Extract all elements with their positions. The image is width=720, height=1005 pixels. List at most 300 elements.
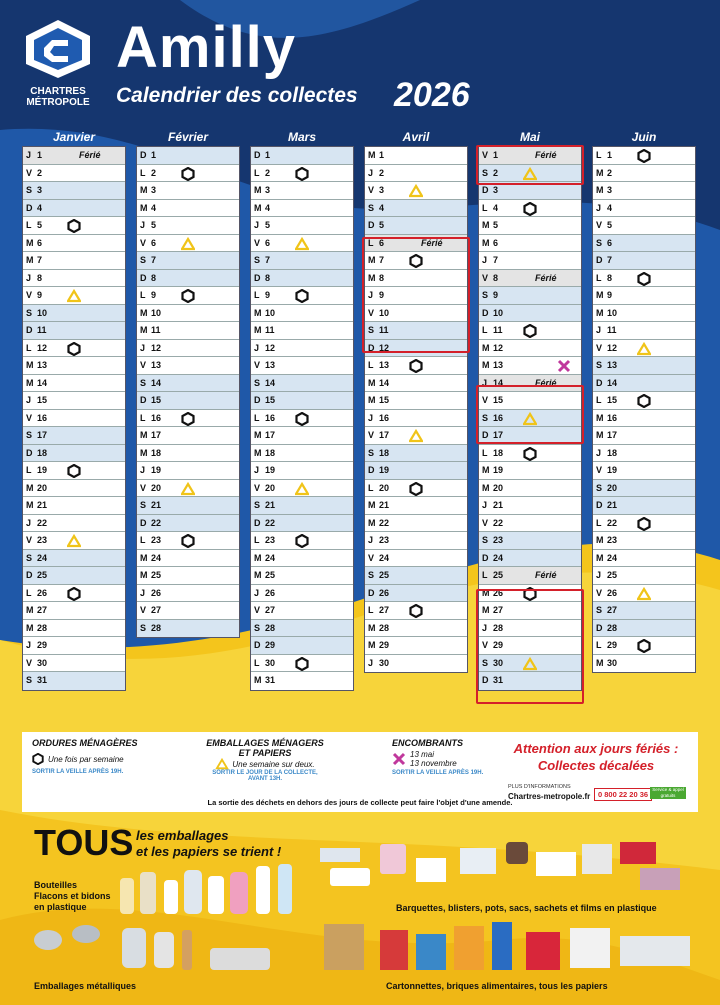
day-letter: D [368, 465, 375, 475]
day-row [365, 217, 467, 235]
plastic-bottles-illustration [110, 858, 310, 918]
day-number: 11 [379, 325, 389, 335]
day-letter: V [596, 587, 603, 598]
day-label [596, 252, 612, 270]
day-number: 5 [265, 220, 271, 230]
day-label [140, 567, 161, 585]
triangle-icon [409, 429, 423, 443]
day-row [593, 217, 695, 235]
day-row [23, 252, 125, 270]
triangle-icon [295, 237, 309, 251]
day-label [368, 480, 389, 498]
day-label [368, 637, 389, 655]
day-number: 18 [607, 447, 618, 458]
day-number: 5 [37, 220, 43, 230]
day-label [368, 567, 389, 585]
day-letter: M [26, 377, 34, 388]
day-letter: M [368, 622, 376, 633]
day-letter: V [254, 605, 261, 615]
day-row [365, 532, 467, 550]
day-label [254, 410, 275, 428]
day-row [251, 602, 353, 620]
day-letter: S [140, 377, 147, 388]
day-number: 30 [265, 657, 276, 668]
day-row [593, 357, 695, 375]
day-label [482, 305, 503, 323]
day-row [251, 147, 353, 165]
day-letter: J [482, 500, 488, 510]
day-letter: D [482, 185, 489, 195]
day-number: 1 [607, 150, 613, 160]
day-number: 7 [607, 255, 613, 265]
hexagon-icon [637, 272, 651, 286]
day-row [137, 497, 239, 515]
day-letter: J [140, 342, 146, 353]
day-number: 24 [607, 552, 618, 563]
day-row [137, 550, 239, 568]
day-row [23, 217, 125, 235]
day-letter: D [26, 325, 33, 335]
day-number: 5 [379, 220, 385, 230]
day-row [365, 620, 467, 638]
day-label [482, 480, 503, 498]
day-number: 26 [379, 587, 390, 598]
day-number: 9 [493, 290, 499, 300]
day-label [596, 147, 612, 165]
day-row [593, 445, 695, 463]
day-number: 12 [379, 342, 390, 353]
day-number: 20 [493, 482, 504, 493]
day-number: 3 [265, 185, 271, 195]
month-name: Mars [287, 130, 316, 144]
day-letter: M [482, 237, 490, 248]
day-row [251, 497, 353, 515]
tous-subheading [136, 828, 281, 860]
day-label [368, 375, 389, 393]
day-row [365, 637, 467, 655]
day-label [596, 217, 612, 235]
day-label [140, 287, 156, 305]
day-label [26, 620, 47, 638]
day-label [368, 427, 389, 445]
day-letter: S [26, 430, 33, 440]
day-number: 6 [493, 237, 499, 248]
day-letter: M [482, 605, 490, 615]
day-label [368, 410, 389, 428]
day-row [365, 357, 467, 375]
day-number: 10 [607, 307, 618, 318]
day-row [23, 637, 125, 655]
legend-emballages-timing-1: SORTIR LE JOUR DE LA COLLECTE, [212, 770, 318, 776]
day-letter: V [140, 482, 147, 493]
day-number: 16 [379, 412, 390, 423]
day-letter: M [368, 377, 376, 388]
day-letter: S [254, 500, 261, 510]
day-label [26, 550, 47, 568]
day-letter: S [596, 482, 603, 493]
day-number: 27 [151, 605, 162, 615]
day-letter: D [140, 395, 147, 405]
day-number: 3 [151, 185, 157, 195]
day-row [479, 270, 581, 288]
day-row [251, 550, 353, 568]
day-number: 27 [379, 605, 390, 615]
day-letter: J [254, 465, 260, 475]
day-number: 12 [493, 342, 504, 353]
day-letter: S [140, 255, 147, 265]
day-number: 13 [607, 360, 618, 370]
day-row [479, 480, 581, 498]
legend-encombrants-title: ENCOMBRANTS [392, 738, 463, 748]
day-letter: D [368, 220, 375, 230]
day-letter: V [26, 657, 33, 668]
hexagon-icon [523, 447, 537, 461]
day-letter: S [368, 202, 375, 213]
day-label [26, 532, 47, 550]
caption-barquettes: Barquettes, blisters, pots, sacs, sachets et films en plastique [396, 903, 657, 913]
day-letter: M [140, 307, 148, 318]
day-list [364, 146, 468, 673]
day-label [596, 375, 617, 393]
day-letter: M [140, 570, 148, 580]
day-number: 24 [379, 552, 390, 563]
legend-ordures-title: ORDURES MÉNAGÈRES [32, 738, 138, 748]
day-number: 22 [493, 517, 504, 528]
day-label [482, 340, 503, 358]
day-number: 8 [37, 272, 43, 283]
website-link[interactable]: Chartres-metropole.fr [508, 792, 591, 801]
day-row [479, 252, 581, 270]
day-number: 6 [379, 237, 385, 248]
day-number: 6 [607, 237, 613, 248]
day-row [137, 357, 239, 375]
page-title: Amilly [116, 15, 297, 80]
day-row [479, 357, 581, 375]
day-number: 19 [151, 465, 162, 475]
day-label [254, 602, 275, 620]
day-letter: S [482, 657, 489, 668]
day-row [251, 637, 353, 655]
day-label [368, 550, 389, 568]
day-number: 7 [265, 255, 271, 265]
day-label [140, 340, 161, 358]
day-label [140, 270, 156, 288]
triangle-icon [181, 482, 195, 496]
day-number: 31 [493, 675, 504, 685]
day-row [593, 165, 695, 183]
day-letter: M [596, 535, 604, 545]
day-label [26, 567, 47, 585]
day-number: 18 [379, 447, 390, 458]
day-number: 29 [37, 640, 48, 650]
day-label [254, 287, 270, 305]
day-number: 17 [151, 430, 162, 440]
day-letter: J [368, 290, 374, 300]
day-number: 25 [379, 570, 390, 580]
day-label [254, 200, 270, 218]
day-number: 25 [37, 570, 48, 580]
day-number: 10 [493, 307, 504, 318]
day-row [365, 410, 467, 428]
day-number: 19 [379, 465, 390, 475]
cross-icon [557, 359, 571, 373]
day-label [596, 182, 612, 200]
day-label [482, 567, 503, 585]
day-letter: V [482, 640, 489, 650]
day-letter: J [140, 587, 146, 598]
day-number: 13 [265, 360, 276, 370]
day-label [596, 270, 612, 288]
day-number: 8 [265, 272, 271, 283]
day-number: 23 [493, 535, 504, 545]
day-letter: M [254, 307, 262, 318]
day-label [254, 620, 275, 638]
day-letter: L [26, 587, 32, 598]
day-label [26, 322, 47, 340]
day-number: 14 [607, 377, 618, 388]
day-number: 16 [151, 412, 162, 423]
day-number: 26 [493, 587, 504, 598]
day-number: 22 [607, 517, 618, 528]
day-row [593, 462, 695, 480]
hexagon-icon [295, 167, 309, 181]
day-number: 27 [493, 605, 504, 615]
day-label [26, 147, 42, 165]
day-number: 12 [607, 342, 618, 353]
hexagon-icon [523, 202, 537, 216]
day-row [479, 445, 581, 463]
day-number: 26 [265, 587, 276, 598]
day-number: 25 [265, 570, 276, 580]
day-row [23, 515, 125, 533]
day-letter: J [596, 325, 602, 335]
hexagon-icon [409, 482, 423, 496]
caption-bouteilles-line-2: Flacons et bidons [34, 891, 111, 901]
day-letter: D [26, 447, 33, 458]
day-label [596, 392, 617, 410]
day-label [26, 445, 47, 463]
day-letter: L [368, 482, 374, 493]
day-row [593, 532, 695, 550]
day-label [254, 585, 275, 603]
day-letter: M [140, 447, 148, 458]
day-letter: S [26, 675, 33, 685]
day-letter: S [482, 167, 489, 178]
day-row [479, 200, 581, 218]
day-letter: D [596, 377, 603, 388]
day-letter: D [482, 307, 489, 318]
day-row [479, 287, 581, 305]
hexagon-icon [181, 412, 195, 426]
day-row [23, 340, 125, 358]
day-label [368, 217, 384, 235]
day-row [593, 235, 695, 253]
day-letter: M [254, 430, 262, 440]
day-number: 8 [151, 272, 157, 283]
day-letter: D [596, 622, 603, 633]
day-row [479, 515, 581, 533]
day-number: 21 [151, 500, 162, 510]
day-number: 21 [493, 500, 504, 510]
day-row [23, 532, 125, 550]
day-letter: S [26, 552, 33, 563]
day-number: 4 [379, 202, 385, 213]
day-number: 3 [607, 185, 613, 195]
day-number: 11 [607, 325, 617, 335]
day-number: 29 [493, 640, 504, 650]
logo-wordmark [14, 86, 102, 108]
day-number: 22 [151, 517, 162, 528]
day-number: 19 [265, 465, 276, 475]
day-label [26, 497, 47, 515]
day-letter: L [596, 272, 602, 283]
day-letter: M [482, 465, 490, 475]
day-label [482, 462, 503, 480]
day-letter: S [482, 290, 489, 300]
day-label [254, 567, 275, 585]
day-label [254, 252, 270, 270]
day-row [365, 375, 467, 393]
day-letter: D [140, 517, 147, 528]
day-number: 15 [151, 395, 162, 405]
day-number: 13 [493, 360, 504, 370]
day-number: 1 [493, 150, 499, 160]
day-number: 8 [379, 272, 385, 283]
day-letter: S [368, 325, 375, 335]
day-number: 14 [493, 377, 504, 388]
day-label [254, 357, 275, 375]
day-label [26, 515, 47, 533]
day-label [368, 532, 389, 550]
day-number: 20 [607, 482, 618, 493]
day-number: 24 [493, 552, 504, 563]
day-letter: M [26, 360, 34, 370]
hexagon-icon [409, 604, 423, 618]
day-letter: L [26, 465, 32, 475]
triangle-icon [67, 534, 81, 548]
day-number: 15 [37, 395, 48, 405]
day-label [140, 497, 161, 515]
legend-emballages-frequency: Une semaine sur deux. [232, 759, 315, 769]
day-number: 2 [37, 167, 43, 178]
day-letter: M [596, 167, 604, 178]
day-row [251, 165, 353, 183]
day-row [137, 392, 239, 410]
day-label [254, 165, 270, 183]
holiday-label: Férié [535, 570, 557, 580]
day-letter: M [368, 255, 376, 265]
day-number: 1 [37, 150, 43, 160]
day-letter: J [254, 220, 260, 230]
day-letter: V [482, 395, 489, 405]
day-row [365, 515, 467, 533]
day-number: 18 [265, 447, 276, 458]
day-number: 4 [493, 202, 499, 213]
plastic-packaging-illustration [320, 838, 700, 898]
phone-number[interactable]: 0 800 22 20 36 [594, 788, 652, 801]
day-row [251, 445, 353, 463]
day-row [251, 480, 353, 498]
day-label [482, 497, 503, 515]
day-row [479, 305, 581, 323]
day-row [479, 567, 581, 585]
day-row [137, 462, 239, 480]
day-label [254, 375, 275, 393]
day-letter: M [140, 202, 148, 213]
day-label [368, 200, 384, 218]
day-row [365, 497, 467, 515]
day-number: 31 [265, 675, 276, 685]
day-row [479, 462, 581, 480]
fine-notice: La sortie des déchets en dehors des jours de collecte peut faire l'objet d'une amende. [207, 798, 513, 807]
day-letter: S [482, 412, 489, 423]
day-row [593, 480, 695, 498]
day-number: 4 [37, 202, 43, 213]
day-number: 27 [607, 605, 618, 615]
day-label [368, 165, 384, 183]
legend-encombrants-timing: SORTIR LA VEILLE APRÈS 19H. [392, 770, 484, 776]
day-number: 9 [265, 290, 271, 300]
month-name: Janvier [52, 130, 96, 144]
day-letter: L [254, 290, 260, 300]
day-row [23, 375, 125, 393]
day-label [596, 340, 617, 358]
day-letter: M [26, 255, 34, 265]
day-letter: L [482, 570, 488, 580]
day-number: 16 [265, 412, 276, 423]
day-letter: M [596, 430, 604, 440]
day-number: 4 [151, 202, 157, 213]
day-number: 20 [151, 482, 162, 493]
hexagon-icon [67, 587, 81, 601]
day-label [482, 287, 498, 305]
day-number: 31 [37, 675, 48, 685]
day-number: 28 [493, 622, 504, 633]
day-letter: S [596, 605, 603, 615]
day-number: 24 [151, 552, 162, 563]
tous-subheading-line-1: les emballages [136, 828, 229, 843]
day-label [254, 340, 275, 358]
day-label [482, 515, 503, 533]
day-number: 4 [265, 202, 271, 213]
day-letter: J [368, 657, 374, 668]
day-label [254, 147, 270, 165]
day-letter: M [140, 325, 148, 335]
hexagon-icon [32, 753, 44, 765]
day-label [368, 182, 384, 200]
logo-line-2: MÉTROPOLE [26, 97, 90, 108]
legend-encombrants-date-2: 13 novembre [410, 759, 457, 768]
holiday-label: Férié [535, 272, 557, 283]
day-letter: M [254, 675, 262, 685]
month-column [364, 128, 468, 673]
day-row [251, 620, 353, 638]
hexagon-icon [637, 639, 651, 653]
day-row [23, 147, 125, 165]
day-number: 25 [493, 570, 504, 580]
day-row [137, 287, 239, 305]
day-letter: M [596, 657, 604, 668]
day-label [254, 655, 275, 673]
day-label [596, 427, 617, 445]
day-number: 27 [265, 605, 276, 615]
day-label [140, 357, 161, 375]
day-label [26, 182, 42, 200]
day-number: 10 [265, 307, 276, 318]
day-number: 5 [493, 220, 499, 230]
day-label [254, 392, 275, 410]
day-row [365, 655, 467, 673]
